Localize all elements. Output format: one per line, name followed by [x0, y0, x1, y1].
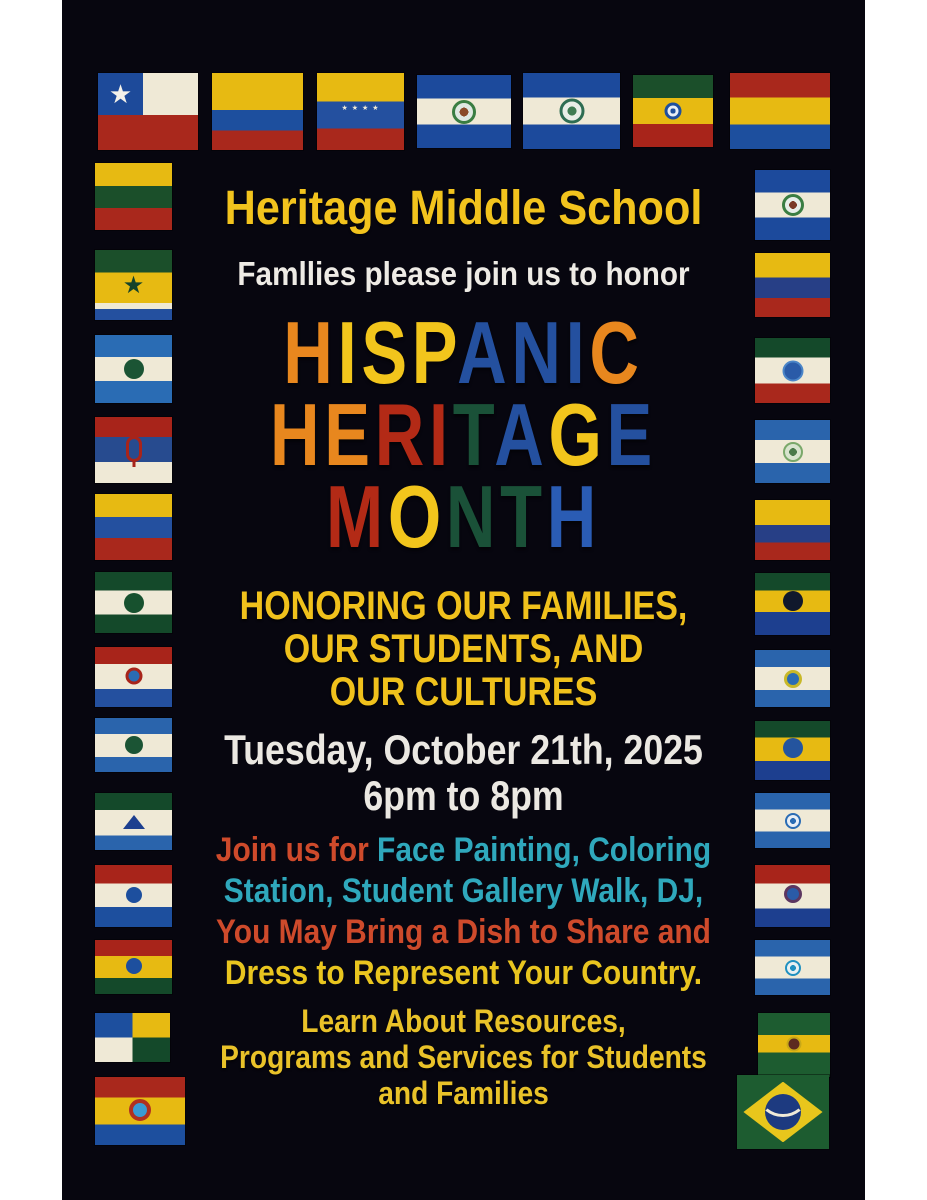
flag-green-star	[95, 250, 172, 320]
chile-white-field	[143, 73, 198, 115]
chile-top-row	[98, 73, 198, 115]
title-block	[150, 303, 777, 566]
triangle-emblem	[123, 815, 145, 829]
star-emblem: ★	[122, 272, 145, 300]
activities-line	[188, 953, 740, 994]
flag-chile	[98, 73, 198, 150]
title-letter: H	[546, 467, 602, 566]
title-letter: M	[325, 467, 388, 566]
activities-line	[188, 830, 740, 871]
flag-colombia-right	[755, 253, 830, 317]
title-letter: I	[565, 303, 590, 402]
disc-emblem	[129, 1099, 151, 1121]
flag-bolivia-dot	[95, 940, 172, 994]
honoring-line-2: OUR STUDENTS, AND	[283, 627, 644, 671]
disc-emblem	[126, 958, 142, 974]
flag-paraguay-left	[95, 647, 172, 707]
activities-segment: Join us for	[215, 831, 378, 869]
title-letter: H	[283, 303, 338, 402]
flag-green-white-triangle	[95, 793, 172, 850]
title-letter: E	[324, 385, 375, 484]
title-letter: H	[269, 385, 325, 484]
flag-nicaragua-right	[755, 650, 830, 707]
flag-red-white-blue-dot	[95, 865, 172, 927]
title-letter: O	[387, 467, 446, 566]
title-letter: N	[445, 467, 501, 566]
title-letter: P	[411, 303, 458, 402]
flag-blue-white-green-dot-2	[95, 718, 172, 772]
honoring-line-1: HONORING OUR FAMILIES,	[239, 584, 688, 628]
flag-green-white-dot	[95, 572, 172, 633]
activities-segment: You May Bring a Dish to Share and	[216, 913, 711, 951]
flag-el-salvador	[417, 75, 511, 148]
title-letter: I	[337, 303, 362, 402]
title-letter: E	[606, 385, 658, 484]
title-letter: A	[457, 303, 512, 402]
disc-emblem	[452, 100, 476, 124]
title-letter: T	[452, 385, 495, 484]
title-letter: I	[428, 385, 453, 484]
title-line-month	[219, 467, 708, 566]
flag-green-band-emblem	[758, 1013, 830, 1077]
activities-segment: Dress to Represent Your Country.	[224, 954, 703, 992]
activities-block	[188, 830, 740, 994]
flag-colombia-top	[212, 73, 303, 150]
title-letter: T	[500, 467, 547, 566]
flag-red-yellow-blue	[730, 73, 830, 149]
honoring-block	[197, 585, 730, 714]
disc-emblem	[783, 738, 803, 758]
flag-blue-white-ring	[755, 793, 830, 848]
subtitle: Famllies please join us to honor	[237, 255, 690, 292]
flag-brazil	[737, 1075, 829, 1149]
title-letter: R	[374, 385, 429, 484]
flag-blue-white-ring-2	[755, 940, 830, 995]
title-letter: G	[548, 385, 607, 484]
q-emblem	[126, 436, 142, 462]
event-time: 6pm to 8pm	[363, 772, 564, 819]
disc-emblem	[787, 1036, 802, 1051]
flag-red-yellow-blue-emblem	[95, 1077, 185, 1145]
disc-emblem	[124, 593, 144, 613]
flag-green-yellow-blue-dot	[755, 573, 830, 635]
flag-el-salvador-right	[755, 170, 830, 240]
disc-emblem	[785, 813, 801, 829]
footer-line-1: Learn About Resources,	[301, 1003, 626, 1039]
flag-yellow-green-red	[95, 163, 172, 230]
disc-emblem	[125, 736, 143, 754]
title-letter: A	[494, 385, 549, 484]
flag-green-yellow-blue-dot-2	[755, 721, 830, 780]
disc-emblem	[665, 103, 682, 120]
footer-block	[188, 1003, 740, 1111]
flag-venezuela	[317, 73, 404, 150]
stars-emblem: ★ ★ ★ ★	[341, 105, 380, 113]
activities-line	[188, 871, 740, 912]
title-letter: S	[361, 303, 412, 402]
disc-emblem	[126, 887, 142, 903]
brazil-band	[765, 1094, 801, 1117]
disc-emblem	[782, 360, 803, 381]
brazil-globe	[765, 1094, 801, 1130]
school-name: Heritage Middle School	[224, 182, 703, 235]
disc-emblem	[125, 667, 142, 684]
title-letter: C	[589, 303, 644, 402]
event-date: Tuesday, October 21th, 2025	[224, 726, 703, 773]
disc-emblem	[559, 99, 584, 124]
chile-canton-star: ★	[98, 73, 143, 115]
disc-emblem	[124, 359, 144, 379]
flag-green-yellow-red-dot	[633, 75, 713, 147]
activities-line	[188, 912, 740, 953]
flag-nicaragua	[523, 73, 620, 149]
disc-emblem	[783, 591, 803, 611]
disc-emblem	[784, 670, 802, 688]
footer-line-3: and Families	[378, 1075, 549, 1111]
honoring-line-3: OUR CULTURES	[329, 670, 598, 714]
disc-emblem	[785, 960, 801, 976]
flag-paraguay-right	[755, 865, 830, 927]
title-letter: N	[511, 303, 566, 402]
title-line-hispanic	[219, 303, 708, 402]
activities-segment: Face Painting, Coloring	[377, 831, 712, 869]
footer-line-2: Programs and Services for Students	[220, 1039, 707, 1075]
disc-emblem	[784, 885, 802, 903]
disc-emblem	[783, 442, 803, 462]
flag-checkered	[95, 1013, 170, 1062]
disc-emblem	[782, 194, 804, 216]
activities-segment: Station, Student Gallery Walk, DJ,	[223, 872, 704, 910]
title-line-heritage	[219, 385, 708, 484]
q-tail	[132, 459, 135, 467]
